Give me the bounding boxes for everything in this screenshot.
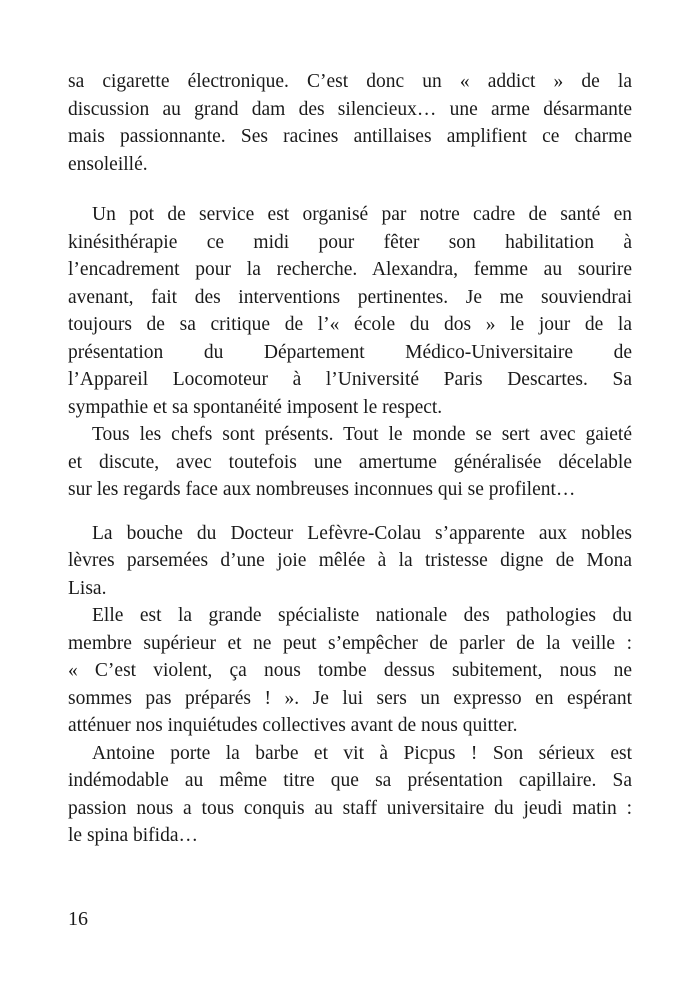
text-line: ensoleillé. <box>68 153 148 175</box>
text-line: le spina bifida… <box>68 825 198 846</box>
text-line: l’encadrement pour la recherche. Alexandra, femme au sourire <box>68 259 632 280</box>
paragraph <box>68 68 632 178</box>
text-line: l’Appareil Locomoteur à l’Université Paris Descartes. Sa <box>68 369 632 390</box>
text-line: mais passionnante. Ses racines antillaises amplifient ce charme <box>68 126 632 147</box>
paragraph <box>68 201 632 421</box>
text-line: sur les regards face aux nombreuses inconnues qui se profilent… <box>68 479 576 500</box>
text-line: Lisa. <box>68 577 107 599</box>
text-line: avenant, fait des interventions pertinentes. Je me souviendrai <box>68 286 632 308</box>
text-line: Elle est la grande spécialiste nationale des pathologies du <box>92 605 632 626</box>
page-number: 16 <box>68 908 88 930</box>
page-text <box>68 68 632 850</box>
text-line: toujours de sa critique de l’« école du dos » le jour de la <box>68 314 632 335</box>
text-line: sympathie et sa spontanéité imposent le respect. <box>68 396 443 418</box>
text-line: Tous les chefs sont présents. Tout le monde se sert avec gaieté <box>92 424 632 445</box>
text-line: membre supérieur et ne peut s’empêcher de parler de la veille : <box>68 632 632 654</box>
text-line: discussion au grand dam des silencieux… une arme désarmante <box>68 98 632 120</box>
text-line: La bouche du Docteur Lefèvre-Colau s’apparente aux nobles <box>92 522 632 544</box>
paragraph <box>68 520 632 603</box>
paragraph <box>68 421 632 504</box>
text-line: « C’est violent, ça nous tombe dessus subitement, nous ne <box>68 660 632 681</box>
text-line: sommes pas préparés ! ». Je lui sers un expresso en espérant <box>68 687 632 709</box>
text-line: présentation du Département Médico-Universitaire de <box>68 341 632 363</box>
text-line: et discute, avec toutefois une amertume généralisée décelable <box>68 451 632 473</box>
paragraph <box>68 602 632 740</box>
text-line: Un pot de service est organisé par notre cadre de santé en <box>92 204 632 225</box>
text-line: passion nous a tous conquis au staff universitaire du jeudi matin : <box>68 797 632 819</box>
paragraph <box>68 740 632 850</box>
text-line: lèvres parsemées d’une joie mêlée à la tristesse digne de Mona <box>68 550 632 571</box>
text-line: atténuer nos inquiétudes collectives avant de nous quitter. <box>68 715 518 736</box>
text-line: sa cigarette électronique. C’est donc un « addict » de la <box>68 71 632 92</box>
text-line: kinésithérapie ce midi pour fêter son habilitation à <box>68 231 632 253</box>
text-line: indémodable au même titre que sa présentation capillaire. Sa <box>68 770 632 791</box>
text-line: Antoine porte la barbe et vit à Picpus ! Son sérieux est <box>92 742 632 764</box>
